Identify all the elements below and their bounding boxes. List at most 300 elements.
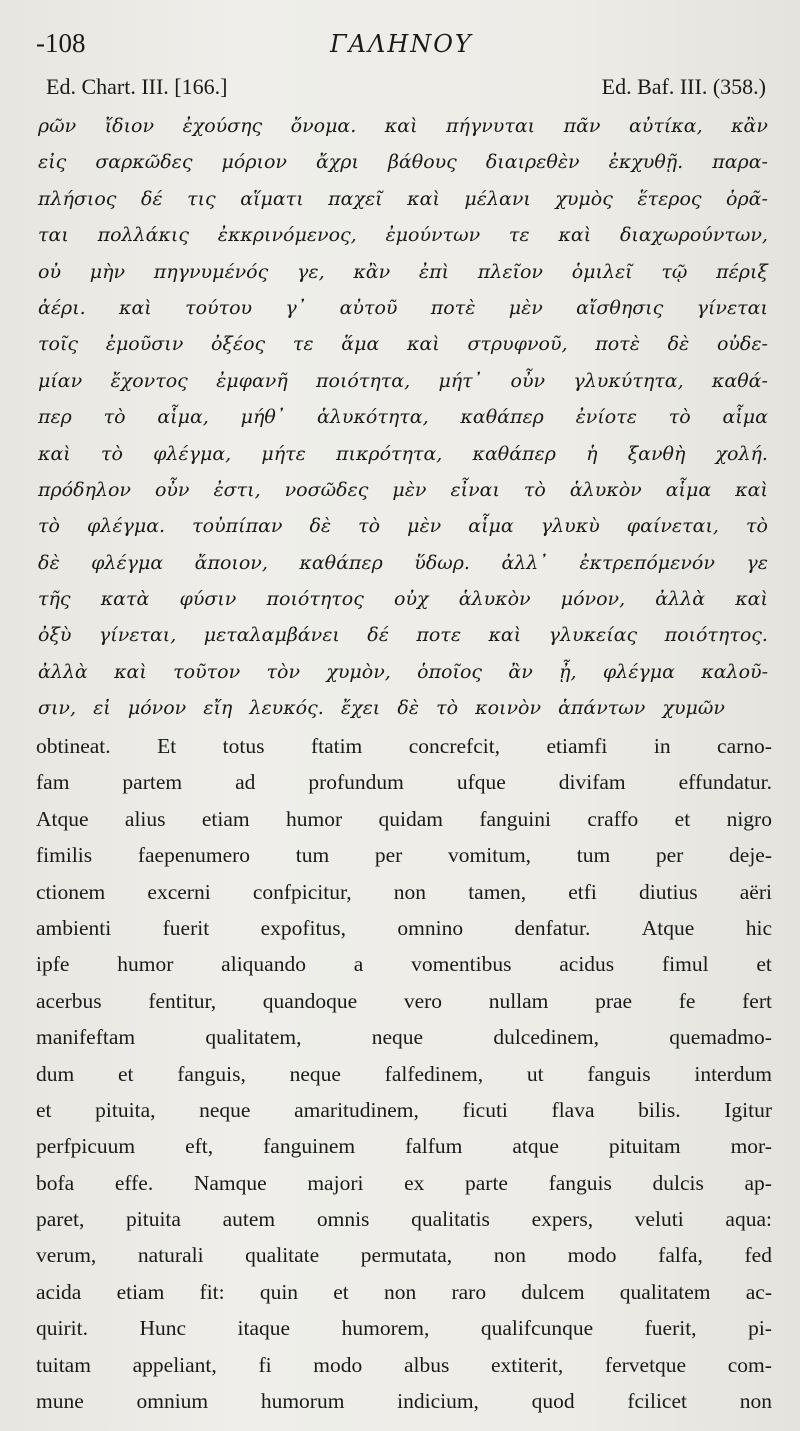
word: ctionem <box>36 879 106 904</box>
word: μέλανι <box>464 187 531 210</box>
word: τε <box>508 224 530 247</box>
word: χυμὸν, <box>326 660 391 683</box>
latin-text-line <box>36 728 772 764</box>
word: μήτε <box>261 442 306 465</box>
word: itaque <box>237 1316 291 1341</box>
word: δέ <box>140 187 163 210</box>
word: ftatim <box>310 734 363 758</box>
greek-text-block <box>38 108 768 727</box>
latin-text-line <box>36 983 772 1019</box>
word: Igitur <box>724 1097 772 1122</box>
word: δέ <box>367 624 389 647</box>
page-number: -108 <box>36 28 86 58</box>
word: ἔχει <box>340 697 381 720</box>
word: εἰς <box>38 151 67 174</box>
word: ex <box>404 1170 425 1195</box>
word: πᾶν <box>563 115 601 137</box>
word: δὲ <box>397 697 419 720</box>
word: χυμῶν <box>662 697 725 720</box>
word: ὁμιλεῖ <box>571 260 633 283</box>
word: fanguinem <box>263 1134 356 1159</box>
latin-text-line <box>36 1056 772 1092</box>
word: dulcem <box>521 1279 585 1304</box>
word: τούτου <box>185 296 253 319</box>
word: a <box>353 952 364 977</box>
word: et <box>117 1061 134 1086</box>
word: ἐκχυθῇ. <box>608 151 684 174</box>
word: μὲν <box>508 296 543 319</box>
word: excerni <box>147 879 211 904</box>
word: ἄχρι <box>315 151 359 174</box>
word: tuitam <box>36 1352 91 1377</box>
word: fanguis <box>548 1170 612 1195</box>
word: ἁλυκὸν <box>458 588 531 611</box>
word: expers, <box>531 1207 594 1232</box>
word: autem <box>222 1207 276 1232</box>
greek-text-line <box>38 545 768 581</box>
word: δὲ <box>38 551 60 574</box>
word: ἐστι, <box>213 478 261 501</box>
word: ρῶν <box>38 115 77 137</box>
word: vomitum, <box>448 843 532 868</box>
word: omnino <box>397 915 464 940</box>
word: μὲν <box>392 478 427 501</box>
word: χυμὸς <box>555 187 613 210</box>
edition-reference-line <box>0 70 800 106</box>
word: ἁλυκότητα, <box>317 406 429 429</box>
word: aliquando <box>221 952 306 977</box>
word: πλήσιος <box>38 187 117 210</box>
word: φλέγμα <box>602 660 675 683</box>
word: flava <box>551 1097 595 1122</box>
word: πικρότητα, <box>336 442 443 465</box>
word: ἂν <box>508 660 533 683</box>
word: τε <box>292 333 314 356</box>
word: effe. <box>114 1170 154 1195</box>
word: ἐμούντων <box>385 224 481 247</box>
word: δὲ <box>667 333 690 356</box>
word: γε, <box>297 260 325 283</box>
word: τὸ <box>523 478 546 501</box>
word: δὲ <box>309 515 332 538</box>
word: εἰ <box>93 697 111 720</box>
word: mune <box>36 1389 84 1414</box>
greek-text-line <box>38 617 768 653</box>
word: καθάπερ <box>460 406 544 429</box>
word: Atque <box>641 915 695 940</box>
word: diutius <box>639 879 698 904</box>
word: fanguini <box>479 806 552 831</box>
word: paret, <box>36 1207 85 1232</box>
word: Atque <box>36 806 89 831</box>
latin-text-line <box>36 1092 772 1128</box>
word: ἁλυκὸν <box>569 478 642 501</box>
latin-text-line <box>36 764 772 800</box>
word: humorem, <box>341 1316 430 1341</box>
edition-basel-reference: Ed. Baf. III. (358.) <box>601 74 766 99</box>
word: fit: <box>199 1279 225 1304</box>
word: falfum <box>405 1134 463 1159</box>
word: ᾖ, <box>559 660 577 683</box>
word: αἷμα <box>665 478 712 501</box>
word: quemadmo- <box>669 1025 772 1050</box>
word: καὶ <box>114 660 147 683</box>
word: γλυκὺ <box>540 515 600 538</box>
word: κἂν <box>353 260 391 283</box>
word: fi <box>258 1352 272 1377</box>
word: αἵματι <box>240 187 304 210</box>
word: dum <box>36 1061 75 1086</box>
running-head <box>0 20 800 70</box>
latin-text-line <box>36 1201 772 1237</box>
latin-text-line <box>36 910 772 946</box>
word: μεταλαμβάνει <box>203 624 340 647</box>
word: alius <box>124 806 166 831</box>
word: pituitam <box>608 1134 681 1159</box>
latin-text-line <box>36 1347 772 1383</box>
word: falfa, <box>658 1243 703 1268</box>
word: et <box>756 952 772 977</box>
word: etiam <box>116 1279 165 1304</box>
word: appeliant, <box>132 1352 217 1377</box>
word: omnium <box>136 1389 209 1414</box>
word: verum, <box>36 1243 97 1268</box>
latin-text-line <box>36 1019 772 1055</box>
word: perfpicuum <box>36 1134 136 1159</box>
word: et <box>674 806 691 831</box>
word: qualitate <box>245 1243 320 1268</box>
word: ται <box>38 224 69 247</box>
word: Namque <box>193 1170 267 1195</box>
word: expofitus, <box>260 915 347 940</box>
word: et <box>36 1097 52 1122</box>
word: αὐτίκα, <box>628 115 703 137</box>
greek-text-line <box>38 508 768 544</box>
word: in <box>653 734 671 758</box>
word: concrefcit, <box>408 734 501 758</box>
latin-text-line <box>36 1274 772 1310</box>
word: πέριξ <box>716 260 768 283</box>
word: pituita <box>126 1207 181 1232</box>
word: eft, <box>185 1134 214 1159</box>
word: καὶ <box>407 333 440 356</box>
word: non <box>739 1389 772 1414</box>
word: καθάπερ <box>299 551 383 574</box>
word: ἀλλὰ <box>655 588 706 611</box>
word: φύσιν <box>179 588 237 611</box>
greek-text-line <box>38 144 768 180</box>
word: naturali <box>137 1243 204 1268</box>
word: prae <box>595 988 633 1013</box>
word: dulcis <box>652 1170 704 1195</box>
greek-text-line <box>38 108 768 144</box>
latin-text-line <box>36 1383 772 1419</box>
word: ἐχούσης <box>182 115 263 137</box>
word: fe <box>678 988 696 1013</box>
word: γίνεται, <box>98 624 177 647</box>
word: κατὰ <box>100 588 150 611</box>
word: καθά- <box>711 369 768 392</box>
word: humor <box>117 952 174 977</box>
word: fanguis <box>587 1061 651 1086</box>
word: fuerit <box>162 915 210 940</box>
word: qualifcunque <box>480 1316 594 1341</box>
word: χολή. <box>715 442 768 465</box>
word: qualitatem, <box>205 1025 302 1050</box>
word: φλέγμα, <box>153 442 232 465</box>
word: ac- <box>745 1279 772 1304</box>
word: bofa <box>36 1170 75 1195</box>
greek-text-line <box>38 326 768 362</box>
word: κοινὸν <box>475 697 541 720</box>
word: οὐδε- <box>716 333 768 356</box>
greek-text-line <box>38 690 768 726</box>
word: fanguis, <box>177 1061 246 1086</box>
word: τῷ <box>661 260 688 283</box>
word: μὲν <box>407 515 442 538</box>
word: ufque <box>456 770 506 795</box>
latin-text-line <box>36 946 772 982</box>
word: quod <box>531 1389 575 1414</box>
word: totus <box>222 734 265 758</box>
word: ἐμφανῆ <box>216 369 288 392</box>
word: fentitur, <box>148 988 217 1013</box>
word: manifeftam <box>36 1025 136 1050</box>
word: effundatur. <box>678 770 772 795</box>
word: τοὐπίπαν <box>192 515 283 538</box>
word: διαχωρούντων, <box>619 224 768 247</box>
word: ἡ <box>586 442 598 465</box>
greek-text-line <box>38 472 768 508</box>
word: fcilicet <box>627 1389 687 1414</box>
word: dulcedinem, <box>493 1025 599 1050</box>
word: ξανθὴ <box>627 442 686 465</box>
word: περ <box>38 406 72 429</box>
word: ποτὲ <box>595 333 640 356</box>
word: quin <box>259 1279 299 1304</box>
word: τὸν <box>266 660 301 683</box>
word: profundum <box>308 770 404 795</box>
word: μήτ᾽ <box>438 369 483 392</box>
word: σαρκῶδες <box>95 151 193 174</box>
word: majori <box>307 1170 364 1195</box>
word: φλέγμα <box>91 551 164 574</box>
word: tamen, <box>468 879 527 904</box>
word: vomentibus <box>411 952 512 977</box>
word: pituita, <box>95 1097 156 1122</box>
word: fam <box>36 770 70 795</box>
word: humorum <box>260 1389 345 1414</box>
word: καὶ <box>735 588 768 611</box>
word: ὀξέος <box>210 333 266 356</box>
word: qualitatis <box>411 1207 490 1232</box>
word: ἄποιον, <box>194 551 268 574</box>
word: τὸ <box>358 515 381 538</box>
word: et <box>333 1279 349 1304</box>
word: quandoque <box>262 988 358 1013</box>
word: hic <box>745 915 772 940</box>
word: τῆς <box>38 588 71 611</box>
word: carno- <box>717 734 772 758</box>
word: τὸ <box>38 515 60 538</box>
word: fimilis <box>36 843 93 868</box>
word: pi- <box>748 1316 772 1341</box>
word: ποιότητα, <box>316 369 411 392</box>
word: φαίνεται, <box>626 515 719 538</box>
word: albus <box>403 1352 450 1377</box>
latin-text-block <box>36 728 772 1419</box>
word: bilis. <box>638 1097 681 1122</box>
word: γλυκύτητα, <box>573 369 684 392</box>
word: οὖν <box>154 478 190 501</box>
word: ἁπάντων <box>558 697 646 720</box>
word: αἷμα <box>722 406 768 429</box>
word: omnis <box>316 1207 370 1232</box>
word: τὸ <box>100 442 123 465</box>
word: πλεῖον <box>477 260 543 283</box>
word: τὸ <box>436 697 459 720</box>
word: mor- <box>730 1134 772 1159</box>
word: interdum <box>694 1061 772 1086</box>
word: καὶ <box>488 624 522 647</box>
word: διαιρεθὲν <box>485 151 580 174</box>
word: extiterit, <box>491 1352 564 1377</box>
word: nullam <box>488 988 549 1013</box>
word: modo <box>313 1352 363 1377</box>
word: τὸ <box>745 515 768 538</box>
word: quirit. <box>36 1316 88 1341</box>
word: neque <box>371 1025 424 1050</box>
word: οὖν <box>510 369 546 392</box>
word: ποιότητος. <box>664 624 768 647</box>
word: ἅμα <box>341 333 380 356</box>
word: faepenumero <box>137 843 251 868</box>
latin-text-line <box>36 837 772 873</box>
word: etiam <box>201 806 250 831</box>
word: acerbus <box>36 988 102 1013</box>
word: παχεῖ <box>328 187 383 210</box>
word: εἴη <box>203 697 233 720</box>
word: ut <box>526 1061 544 1086</box>
word: ποιότητος <box>266 588 364 611</box>
word: φλέγμα. <box>86 515 166 538</box>
word: etfi <box>568 879 597 904</box>
word: per <box>655 843 684 868</box>
word: πρόδηλον <box>38 478 131 501</box>
word: veluti <box>634 1207 684 1232</box>
word: γλυκείας <box>548 624 638 647</box>
word: fed <box>744 1243 772 1268</box>
latin-text-line <box>36 1310 772 1346</box>
word: non <box>393 879 427 904</box>
word: ficuti <box>462 1097 508 1122</box>
word: στρυφνοῦ, <box>467 333 568 356</box>
word: μήθ᾽ <box>240 406 286 429</box>
word: σιν, <box>38 697 77 720</box>
word: καλοῦ- <box>701 660 768 683</box>
word: neque <box>199 1097 251 1122</box>
greek-text-line <box>38 254 768 290</box>
word: γε <box>746 551 768 574</box>
word: ἐμοῦσιν <box>105 333 184 356</box>
latin-text-line <box>36 874 772 910</box>
word: Hunc <box>139 1316 187 1341</box>
word: αὐτοῦ <box>339 296 398 319</box>
word: ὄνομα. <box>290 115 357 137</box>
word: λευκός. <box>249 697 324 720</box>
latin-text-line <box>36 801 772 837</box>
word: nigro <box>726 806 772 831</box>
word: τὸ <box>103 406 126 429</box>
word: ἔχοντος <box>110 369 188 392</box>
greek-text-line <box>38 181 768 217</box>
word: deje- <box>729 843 772 868</box>
word: μίαν <box>38 369 83 392</box>
word: fimul <box>661 952 709 977</box>
word: πηγνυμένός <box>153 260 269 283</box>
word: raro <box>451 1279 487 1304</box>
latin-text-line <box>36 1165 772 1201</box>
word: τὸ <box>668 406 691 429</box>
word: amaritudinem, <box>294 1097 419 1122</box>
word: αἷμα <box>468 515 514 538</box>
word: divifam <box>558 770 626 795</box>
word: ἕτερος <box>637 187 702 210</box>
edition-chartier-reference: Ed. Chart. III. [166.] <box>46 74 228 99</box>
word: permutata, <box>360 1243 453 1268</box>
word: μὴν <box>89 260 126 283</box>
word: ἐπὶ <box>418 260 450 283</box>
word: καὶ <box>119 296 152 319</box>
greek-text-line <box>38 436 768 472</box>
word: ἀλλ᾽ <box>501 551 548 574</box>
latin-text-line <box>36 1128 772 1164</box>
word: fuerit, <box>644 1316 697 1341</box>
word: non <box>493 1243 526 1268</box>
word: ἀέρι. <box>38 296 86 319</box>
word: neque <box>289 1061 341 1086</box>
word: γ᾽ <box>285 296 307 319</box>
word: ἐκκρινόμενος, <box>217 224 357 247</box>
word: μόνον <box>127 697 187 720</box>
word: partem <box>122 770 183 795</box>
word: καθάπερ <box>472 442 556 465</box>
word: ad <box>235 770 256 795</box>
word: non <box>384 1279 417 1304</box>
greek-text-line <box>38 654 768 690</box>
word: confpicitur, <box>252 879 352 904</box>
word: com- <box>727 1352 772 1377</box>
word: τις <box>187 187 216 210</box>
word: νοσῶδες <box>284 478 369 501</box>
word: ποτε <box>416 624 462 647</box>
word: εἶναι <box>450 478 500 501</box>
word: μόριον <box>221 151 287 174</box>
word: ὀξὺ <box>38 624 72 647</box>
word: οὐ <box>38 260 61 283</box>
word: ambienti <box>36 915 112 940</box>
running-title: ΓΑΛΗΝΟΥ <box>330 30 473 58</box>
word: μόνον, <box>560 588 626 611</box>
word: tum <box>295 843 330 868</box>
word: falfedinem, <box>384 1061 484 1086</box>
word: quidam <box>378 806 443 831</box>
word: καὶ <box>558 224 592 247</box>
word: αἴσθησις <box>576 296 664 319</box>
word: οὐχ <box>394 588 429 611</box>
word: denfatur. <box>514 915 591 940</box>
word: ὁποῖος <box>417 660 483 683</box>
